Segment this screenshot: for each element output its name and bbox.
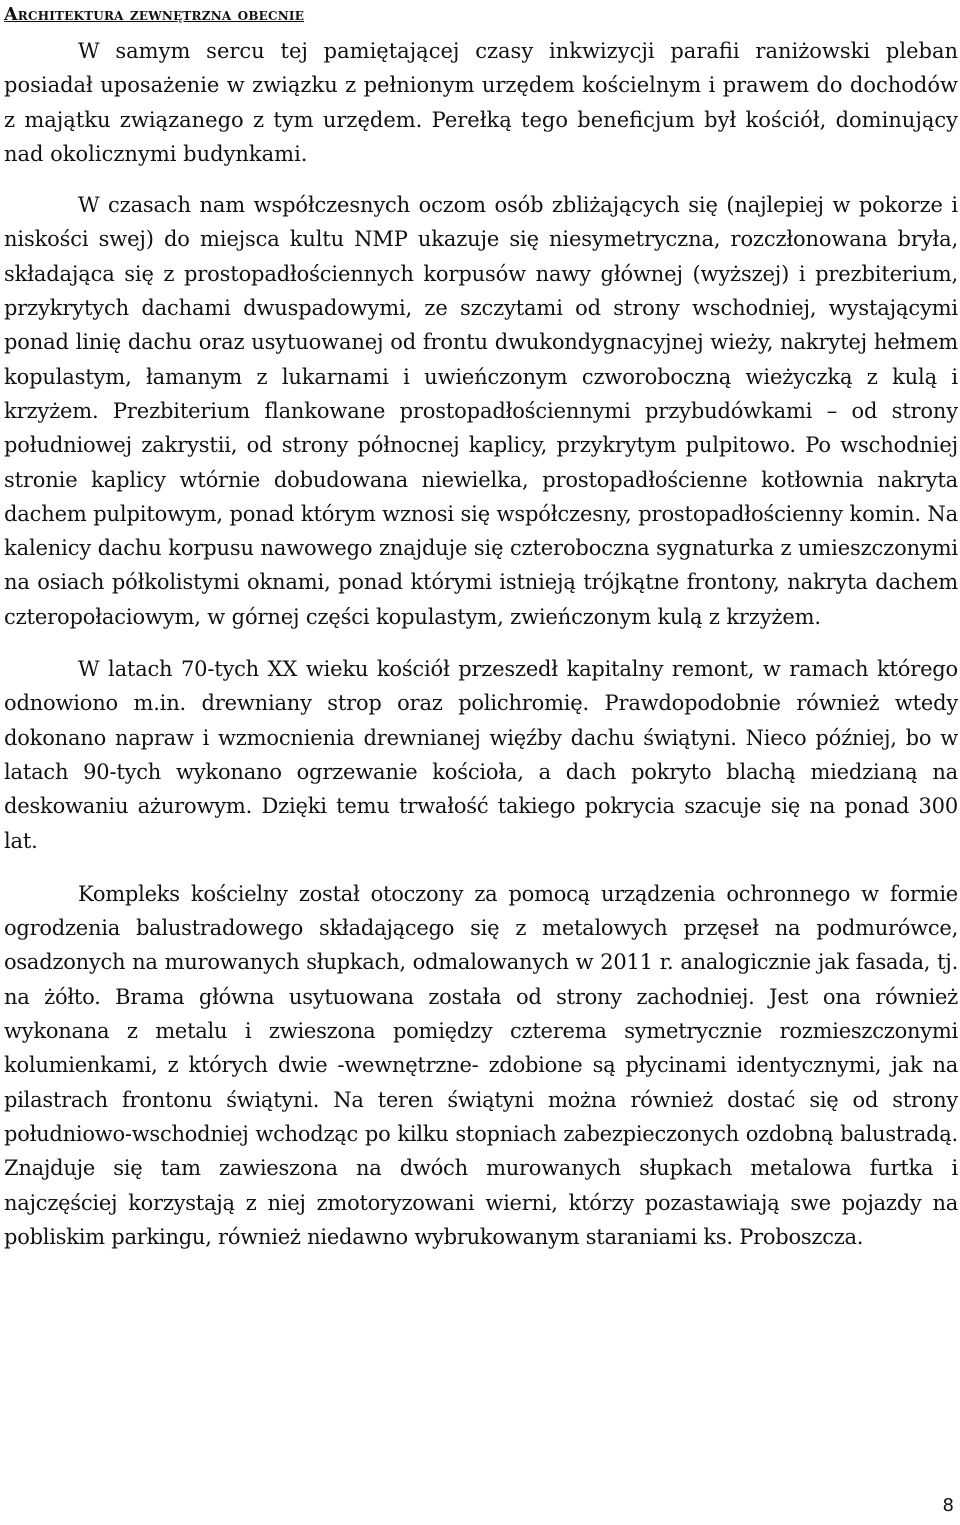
document-page xyxy=(4,0,958,1254)
paragraph-church-body-description: W czasach nam współczesnych oczom osób zbliżających się (najlepiej w pokorze i niskości swej) do miejsca kultu NMP ukazuje się niesymetryczna, rozczłonowana bryła, składająca się z prostopadłościennych korpusów nawy głównej (wyższej) i prezbiterium, przykrytych dachami dwuspadowymi, ze szczytami od strony wschodniej, wystającymi ponad linię dachu oraz usytuowanej od frontu dwukondygnacyjnej wieży, nakrytej hełmem kopulastym, łamanym z lukarnami i uwieńczonym czworoboczną wieżyczką z kulą i krzyżem. Prezbiterium flankowane prostopadłościennymi przybudówkami – od strony południowej zakrystii, od strony północnej kaplicy, przykrytym pulpitowo. Po wschodniej stronie kaplicy wtórnie dobudowana niewielka, prostopadłościenne kotłownia nakryta dachem pulpitowym, ponad którym wznosi się współczesny, prostopadłościenny komin. Na kalenicy dachu korpusu nawowego znajduje się czteroboczna sygnaturka z umieszczonymi na osiach półkolistymi oknami, ponad którymi istnieją trójkątne frontony, nakryta dachem czteropołaciowym, w górnej części kopulastym, zwieńczonym kulą z krzyżem. xyxy=(4,193,958,629)
page-number: 8 xyxy=(942,1495,954,1516)
section-heading: Architektura zewnętrzna obecnie xyxy=(4,5,305,25)
paragraph-parish-benefice: W samym sercu tej pamiętającej czasy inkwizycji parafii raniżowski pleban posiadał uposażenie w związku z pełnionym urzędem kościelnym i prawem do dochodów z majątku związanego z tym urzędem. Perełką tego beneficjum był kościół, dominujący nad okolicznymi budynkami. xyxy=(4,39,958,166)
paragraph-renovation-history: W latach 70-tych XX wieku kościół przeszedł kapitalny remont, w ramach którego odnowiono m.in. drewniany strop oraz polichromię. Prawdopodobnie również wtedy dokonano napraw i wzmocnienia drewnianej więźby dachu świątyni. Nieco później, bo w latach 90-tych wykonano ogrzewanie kościoła, a dach pokryto blachą miedzianą na deskowaniu ażurowym. Dzięki temu trwałość takiego pokrycia szacuje się na ponad 300 lat. xyxy=(4,657,958,853)
paragraph-church-fence-and-gates: Kompleks kościelny został otoczony za pomocą urządzenia ochronnego w formie ogrodzenia balustradowego składającego się z metalowych przęseł na podmurówce, osadzonych na murowanych słupkach, odmalowanych w 2011 r. analogicznie jak fasada, tj. na żółto. Brama główna usytuowana została od strony zachodniej. Jest ona również wykonana z metalu i zwieszona pomiędzy czterema symetrycznie rozmieszczonymi kolumienkami, z których dwie -wewnętrzne- zdobione są płycinami identycznymi, jak na pilastrach frontonu świątyni. Na teren świątyni można również dostać się od strony południowo-wschodniej wchodząc po kilku stopniach zabezpieczonych ozdobną balustradą. Znajduje się tam zawieszona na dwóch murowanych słupkach metalowa furtka i najczęściej korzystają z niej zmotoryzowani wierni, którzy pozastawiają swe pojazdy na pobliskim parkingu, również niedawno wybrukowanym staraniami ks. Proboszcza. xyxy=(4,881,958,1249)
